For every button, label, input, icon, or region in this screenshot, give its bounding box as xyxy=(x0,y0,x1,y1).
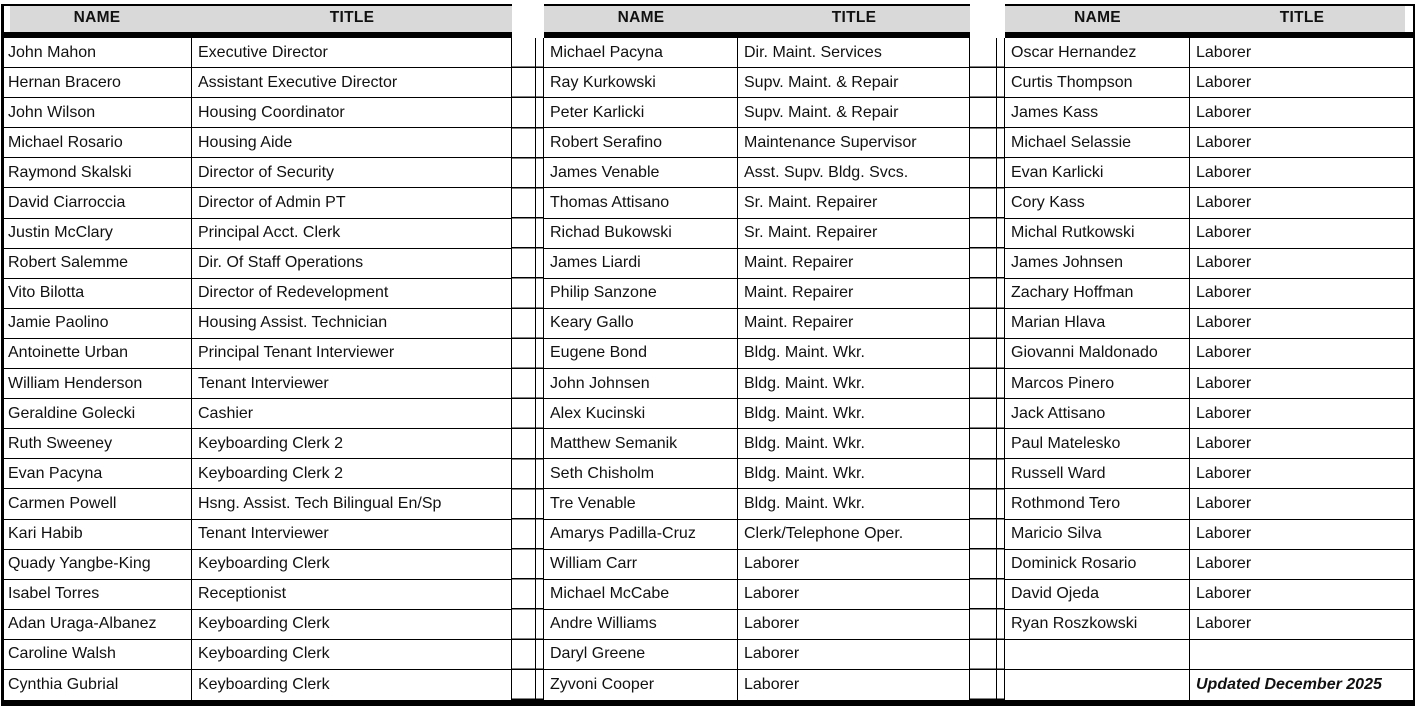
staff-title-cell: Laborer xyxy=(1190,459,1414,489)
staff-name-cell: Evan Pacyna xyxy=(2,459,192,489)
staff-title-cell: Tenant Interviewer xyxy=(192,369,512,399)
table-row xyxy=(544,279,970,309)
staff-title-cell: Keyboarding Clerk xyxy=(192,550,512,580)
staff-name-cell: Quady Yangbe-King xyxy=(2,550,192,580)
table-row xyxy=(544,309,970,339)
staff-name-cell: Antoinette Urban xyxy=(2,339,192,369)
staff-title-cell: Laborer xyxy=(1190,429,1414,459)
staff-title-cell: Laborer xyxy=(1190,520,1414,550)
staff-name-cell: Hernan Bracero xyxy=(2,68,192,98)
table-row xyxy=(544,610,970,640)
staff-title-cell: Clerk/Telephone Oper. xyxy=(738,520,970,550)
table-row xyxy=(2,98,512,128)
staff-title-cell: Laborer xyxy=(738,610,970,640)
table-row xyxy=(1005,339,1414,369)
staff-title-cell: Laborer xyxy=(1190,188,1414,218)
table-row xyxy=(2,640,512,670)
column-header-row xyxy=(544,4,970,32)
table-row xyxy=(2,128,512,158)
table-row xyxy=(2,550,512,580)
table-row xyxy=(2,580,512,610)
table-row xyxy=(544,550,970,580)
table-row xyxy=(1005,128,1414,158)
table-row xyxy=(544,640,970,670)
updated-note: Updated December 2025 xyxy=(1190,670,1414,700)
staff-title-cell: Sr. Maint. Repairer xyxy=(738,219,970,249)
staff-name-cell: Geraldine Golecki xyxy=(2,399,192,429)
table-row xyxy=(2,429,512,459)
staff-name-cell: Carmen Powell xyxy=(2,489,192,519)
column-header-row xyxy=(2,4,512,32)
table-row xyxy=(544,68,970,98)
staff-name-cell: John Mahon xyxy=(2,38,192,68)
staff-name-cell: David Ciarroccia xyxy=(2,188,192,218)
staff-title-cell: Laborer xyxy=(1190,279,1414,309)
table-row xyxy=(1005,188,1414,218)
staff-title-cell: Laborer xyxy=(1190,550,1414,580)
staff-title-cell: Laborer xyxy=(1190,580,1414,610)
staff-name-cell: Robert Serafino xyxy=(544,128,738,158)
staff-name-cell: James Johnsen xyxy=(1005,249,1190,279)
staff-table-group-2 xyxy=(544,4,970,700)
staff-name-cell: Zachary Hoffman xyxy=(1005,279,1190,309)
table-row xyxy=(1005,219,1414,249)
staff-title-cell: Laborer xyxy=(1190,249,1414,279)
table-row xyxy=(2,38,512,68)
title-column-header: TITLE xyxy=(1279,8,1325,26)
table-body xyxy=(1005,38,1414,700)
table-row xyxy=(544,38,970,68)
staff-name-cell: Philip Sanzone xyxy=(544,279,738,309)
staff-name-cell: Richad Bukowski xyxy=(544,219,738,249)
staff-name-cell: Russell Ward xyxy=(1005,459,1190,489)
table-row xyxy=(2,459,512,489)
staff-title-cell: Assistant Executive Director xyxy=(192,68,512,98)
table-row xyxy=(1005,68,1414,98)
staff-name-cell: Michael McCabe xyxy=(544,580,738,610)
staff-title-cell: Director of Redevelopment xyxy=(192,279,512,309)
staff-title-cell: Dir. Of Staff Operations xyxy=(192,249,512,279)
table-row xyxy=(2,610,512,640)
staff-name-cell: Maricio Silva xyxy=(1005,520,1190,550)
staff-title-cell: Asst. Supv. Bldg. Svcs. xyxy=(738,158,970,188)
staff-title-cell: Principal Acct. Clerk xyxy=(192,219,512,249)
table-row xyxy=(1005,610,1414,640)
staff-name-cell: Ryan Roszkowski xyxy=(1005,610,1190,640)
staff-title-cell: Receptionist xyxy=(192,580,512,610)
staff-name-cell: Seth Chisholm xyxy=(544,459,738,489)
staff-title-cell: Maintenance Supervisor xyxy=(738,128,970,158)
table-body xyxy=(2,38,512,700)
staff-name-cell: Isabel Torres xyxy=(2,580,192,610)
table-row xyxy=(544,158,970,188)
staff-name-cell: Jack Attisano xyxy=(1005,399,1190,429)
staff-title-cell: Maint. Repairer xyxy=(738,279,970,309)
staff-name-cell: James Kass xyxy=(1005,98,1190,128)
staff-name-cell: Daryl Greene xyxy=(544,640,738,670)
staff-name-cell: John Wilson xyxy=(2,98,192,128)
staff-name-cell: Thomas Attisano xyxy=(544,188,738,218)
staff-title-cell: Hsng. Assist. Tech Bilingual En/Sp xyxy=(192,489,512,519)
staff-name-cell: Raymond Skalski xyxy=(2,158,192,188)
table-row xyxy=(1005,158,1414,188)
staff-title-cell: Bldg. Maint. Wkr. xyxy=(738,369,970,399)
staff-name-cell: David Ojeda xyxy=(1005,580,1190,610)
table-row xyxy=(1005,249,1414,279)
staff-name-cell: Caroline Walsh xyxy=(2,640,192,670)
table-row xyxy=(544,399,970,429)
staff-name-cell: Curtis Thompson xyxy=(1005,68,1190,98)
staff-title-cell: Principal Tenant Interviewer xyxy=(192,339,512,369)
staff-title-cell: Laborer xyxy=(1190,98,1414,128)
table-row xyxy=(2,188,512,218)
staff-name-cell: William Carr xyxy=(544,550,738,580)
staff-title-cell: Dir. Maint. Services xyxy=(738,38,970,68)
staff-title-cell: Bldg. Maint. Wkr. xyxy=(738,339,970,369)
table-row xyxy=(1005,279,1414,309)
staff-name-cell: John Johnsen xyxy=(544,369,738,399)
table-row xyxy=(2,520,512,550)
staff-title-cell: Laborer xyxy=(1190,158,1414,188)
staff-name-cell: Michael Rosario xyxy=(2,128,192,158)
name-column-header: NAME xyxy=(73,8,121,26)
staff-title-cell: Laborer xyxy=(1190,38,1414,68)
staff-title-cell: Laborer xyxy=(1190,339,1414,369)
staff-name-cell: Cynthia Gubrial xyxy=(2,670,192,700)
staff-name-cell: Marcos Pinero xyxy=(1005,369,1190,399)
table-top-border xyxy=(2,4,512,6)
staff-title-cell: Housing Coordinator xyxy=(192,98,512,128)
staff-title-cell: Laborer xyxy=(738,670,970,700)
staff-title-cell: Director of Security xyxy=(192,158,512,188)
staff-name-cell xyxy=(1005,670,1190,700)
staff-title-cell: Laborer xyxy=(738,580,970,610)
staff-name-cell: James Venable xyxy=(544,158,738,188)
table-row xyxy=(1005,640,1414,670)
staff-table-group-3 xyxy=(1005,4,1414,700)
table-row xyxy=(1005,550,1414,580)
staff-name-cell: Vito Bilotta xyxy=(2,279,192,309)
table-row xyxy=(1005,309,1414,339)
table-row xyxy=(2,399,512,429)
table-row xyxy=(1005,399,1414,429)
table-row xyxy=(1005,459,1414,489)
staff-title-cell: Bldg. Maint. Wkr. xyxy=(738,489,970,519)
table-row xyxy=(1005,670,1414,700)
table-row xyxy=(544,128,970,158)
staff-name-cell: Oscar Hernandez xyxy=(1005,38,1190,68)
staff-name-cell: Peter Karlicki xyxy=(544,98,738,128)
table-row xyxy=(544,459,970,489)
staff-name-cell: Michal Rutkowski xyxy=(1005,219,1190,249)
name-column-header: NAME xyxy=(617,8,665,26)
table-left-border xyxy=(1,4,4,706)
staff-name-cell: Dominick Rosario xyxy=(1005,550,1190,580)
staff-name-cell: James Liardi xyxy=(544,249,738,279)
staff-name-cell: Michael Selassie xyxy=(1005,128,1190,158)
staff-title-cell: Laborer xyxy=(1190,399,1414,429)
table-row xyxy=(544,339,970,369)
staff-name-cell: Evan Karlicki xyxy=(1005,158,1190,188)
staff-name-cell: Matthew Semanik xyxy=(544,429,738,459)
table-row xyxy=(544,670,970,700)
table-row xyxy=(2,309,512,339)
table-row xyxy=(2,68,512,98)
staff-name-cell: Andre Williams xyxy=(544,610,738,640)
staff-title-cell: Laborer xyxy=(1190,128,1414,158)
column-header-row xyxy=(1005,4,1414,32)
staff-title-cell: Bldg. Maint. Wkr. xyxy=(738,399,970,429)
title-column-header: TITLE xyxy=(329,8,375,26)
column-spacer xyxy=(536,38,544,700)
table-row xyxy=(2,369,512,399)
table-row xyxy=(544,219,970,249)
header-edge-margin xyxy=(1405,6,1413,32)
table-row xyxy=(1005,520,1414,550)
staff-title-cell: Maint. Repairer xyxy=(738,249,970,279)
staff-title-cell: Keyboarding Clerk 2 xyxy=(192,429,512,459)
staff-name-cell: Marian Hlava xyxy=(1005,309,1190,339)
table-row xyxy=(2,279,512,309)
table-row xyxy=(544,580,970,610)
table-row xyxy=(544,520,970,550)
staff-title-cell: Keyboarding Clerk xyxy=(192,670,512,700)
staff-name-cell: Tre Venable xyxy=(544,489,738,519)
table-row xyxy=(1005,98,1414,128)
staff-name-cell: Adan Uraga-Albanez xyxy=(2,610,192,640)
staff-name-cell: Alex Kucinski xyxy=(544,399,738,429)
staff-name-cell xyxy=(1005,640,1190,670)
table-row xyxy=(1005,489,1414,519)
staff-title-cell: Bldg. Maint. Wkr. xyxy=(738,459,970,489)
staff-name-cell: William Henderson xyxy=(2,369,192,399)
table-row xyxy=(544,429,970,459)
header-edge-margin xyxy=(4,6,11,32)
staff-title-cell: Executive Director xyxy=(192,38,512,68)
staff-name-cell: Zyvoni Cooper xyxy=(544,670,738,700)
staff-title-cell: Housing Assist. Technician xyxy=(192,309,512,339)
staff-name-cell: Rothmond Tero xyxy=(1005,489,1190,519)
table-top-border xyxy=(1005,4,1414,6)
staff-name-cell: Jamie Paolino xyxy=(2,309,192,339)
staff-title-cell: Laborer xyxy=(1190,369,1414,399)
table-row xyxy=(544,369,970,399)
table-right-border xyxy=(1413,4,1416,706)
staff-name-cell: Robert Salemme xyxy=(2,249,192,279)
table-row xyxy=(544,98,970,128)
staff-title-cell: Keyboarding Clerk xyxy=(192,640,512,670)
staff-title-cell: Keyboarding Clerk 2 xyxy=(192,459,512,489)
staff-title-cell: Maint. Repairer xyxy=(738,309,970,339)
table-row xyxy=(2,219,512,249)
table-row xyxy=(2,670,512,700)
column-spacer xyxy=(512,38,536,700)
staff-title-cell: Cashier xyxy=(192,399,512,429)
table-body xyxy=(544,38,970,700)
staff-title-cell: Bldg. Maint. Wkr. xyxy=(738,429,970,459)
staff-name-cell: Cory Kass xyxy=(1005,188,1190,218)
staff-name-cell: Michael Pacyna xyxy=(544,38,738,68)
staff-title-cell: Housing Aide xyxy=(192,128,512,158)
table-row xyxy=(1005,38,1414,68)
staff-title-cell: Laborer xyxy=(1190,610,1414,640)
table-row xyxy=(2,158,512,188)
table-top-border xyxy=(544,4,970,6)
table-row xyxy=(1005,429,1414,459)
table-row xyxy=(544,489,970,519)
staff-title-cell: Supv. Maint. & Repair xyxy=(738,68,970,98)
staff-name-cell: Justin McClary xyxy=(2,219,192,249)
title-column-header: TITLE xyxy=(831,8,877,26)
column-spacer xyxy=(970,38,997,700)
staff-title-cell: Laborer xyxy=(1190,68,1414,98)
staff-name-cell: Ray Kurkowski xyxy=(544,68,738,98)
staff-title-cell: Sr. Maint. Repairer xyxy=(738,188,970,218)
staff-title-cell: Supv. Maint. & Repair xyxy=(738,98,970,128)
table-row xyxy=(1005,580,1414,610)
table-bottom-border xyxy=(1,700,1415,707)
staff-title-cell: Laborer xyxy=(738,550,970,580)
staff-name-cell: Ruth Sweeney xyxy=(2,429,192,459)
staff-title-cell: Laborer xyxy=(1190,219,1414,249)
table-row xyxy=(1005,369,1414,399)
staff-name-cell: Eugene Bond xyxy=(544,339,738,369)
staff-title-cell: Director of Admin PT xyxy=(192,188,512,218)
staff-name-cell: Keary Gallo xyxy=(544,309,738,339)
table-row xyxy=(544,188,970,218)
table-row xyxy=(544,249,970,279)
staff-name-cell: Giovanni Maldonado xyxy=(1005,339,1190,369)
staff-name-cell: Paul Matelesko xyxy=(1005,429,1190,459)
staff-title-cell: Tenant Interviewer xyxy=(192,520,512,550)
table-row xyxy=(2,489,512,519)
staff-table-group-1 xyxy=(2,4,512,700)
staff-name-cell: Kari Habib xyxy=(2,520,192,550)
staff-title-cell: Keyboarding Clerk xyxy=(192,610,512,640)
name-column-header: NAME xyxy=(1074,8,1121,26)
staff-title-cell: Laborer xyxy=(738,640,970,670)
staff-title-cell xyxy=(1190,640,1414,670)
column-spacer xyxy=(997,38,1005,700)
staff-name-cell: Amarys Padilla-Cruz xyxy=(544,520,738,550)
staff-title-cell: Laborer xyxy=(1190,489,1414,519)
table-row xyxy=(2,339,512,369)
staff-title-cell: Laborer xyxy=(1190,309,1414,339)
table-row xyxy=(2,249,512,279)
